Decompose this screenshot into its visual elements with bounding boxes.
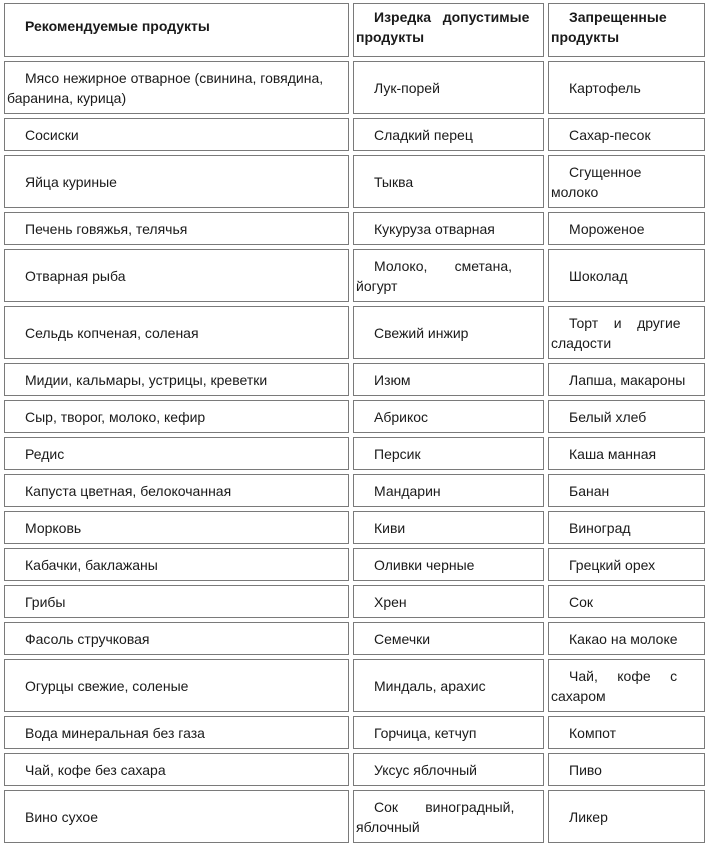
cell-recommended: Отварная рыба: [4, 249, 349, 302]
table-row: [4, 659, 705, 712]
cell-recommended: Капуста цветная, белокочанная: [4, 474, 349, 507]
table-row: [4, 585, 705, 618]
cell-occasional: Оливки черные: [353, 548, 544, 581]
cell-recommended: Фасоль стручковая: [4, 622, 349, 655]
cell-forbidden: Банан: [548, 474, 705, 507]
table-row: [4, 622, 705, 655]
cell-recommended: Грибы: [4, 585, 349, 618]
cell-forbidden: Шоколад: [548, 249, 705, 302]
cell-forbidden: Сахар-песок: [548, 118, 705, 151]
cell-recommended: Сыр, творог, молоко, кефир: [4, 400, 349, 433]
table-row: [4, 306, 705, 359]
cell-forbidden: Виноград: [548, 511, 705, 544]
table-header-row: [4, 3, 705, 57]
cell-forbidden: Чай, кофе с сахаром: [548, 659, 705, 712]
cell-forbidden: Пиво: [548, 753, 705, 786]
cell-recommended: Сельдь копченая, соленая: [4, 306, 349, 359]
cell-recommended: Яйца куриные: [4, 155, 349, 208]
cell-occasional: Мандарин: [353, 474, 544, 507]
cell-occasional: Сладкий перец: [353, 118, 544, 151]
cell-forbidden: Торт и другие сладости: [548, 306, 705, 359]
cell-recommended: Редис: [4, 437, 349, 470]
table-row: [4, 249, 705, 302]
table-row: [4, 212, 705, 245]
cell-occasional: Кукуруза отварная: [353, 212, 544, 245]
cell-recommended: Огурцы свежие, соленые: [4, 659, 349, 712]
table-row: [4, 474, 705, 507]
cell-occasional: Сок виноградный, яблочный: [353, 790, 544, 843]
cell-forbidden: Компот: [548, 716, 705, 749]
cell-recommended: Кабачки, баклажаны: [4, 548, 349, 581]
table-row: [4, 363, 705, 396]
header-occasional: Изредка допустимые продукты: [353, 3, 544, 57]
cell-occasional: Семечки: [353, 622, 544, 655]
cell-recommended: Сосиски: [4, 118, 349, 151]
cell-forbidden: Лапша, макароны: [548, 363, 705, 396]
cell-occasional: Лук-порей: [353, 61, 544, 114]
table-row: [4, 511, 705, 544]
table-row: [4, 716, 705, 749]
cell-occasional: Персик: [353, 437, 544, 470]
cell-occasional: Уксус яблочный: [353, 753, 544, 786]
cell-occasional: Свежий инжир: [353, 306, 544, 359]
cell-recommended: Вода минеральная без газа: [4, 716, 349, 749]
table-row: [4, 61, 705, 114]
table-row: [4, 155, 705, 208]
cell-forbidden: Мороженое: [548, 212, 705, 245]
header-recommended: Рекомендуемые продукты: [4, 3, 349, 57]
table-row: [4, 790, 705, 843]
cell-forbidden: Какао на молоке: [548, 622, 705, 655]
cell-occasional: Молоко, сметана, йогурт: [353, 249, 544, 302]
cell-recommended: Печень говяжья, телячья: [4, 212, 349, 245]
cell-forbidden: Ликер: [548, 790, 705, 843]
cell-occasional: Тыква: [353, 155, 544, 208]
cell-occasional: Горчица, кетчуп: [353, 716, 544, 749]
cell-occasional: Хрен: [353, 585, 544, 618]
table-row: [4, 400, 705, 433]
cell-recommended: Мясо нежирное отварное (свинина, говядина, баранина, курица): [4, 61, 349, 114]
cell-forbidden: Каша манная: [548, 437, 705, 470]
cell-recommended: Мидии, кальмары, устрицы, креветки: [4, 363, 349, 396]
cell-recommended: Вино сухое: [4, 790, 349, 843]
cell-occasional: Киви: [353, 511, 544, 544]
cell-recommended: Чай, кофе без сахара: [4, 753, 349, 786]
cell-forbidden: Сок: [548, 585, 705, 618]
cell-occasional: Миндаль, арахис: [353, 659, 544, 712]
cell-recommended: Морковь: [4, 511, 349, 544]
table-row: [4, 118, 705, 151]
cell-occasional: Изюм: [353, 363, 544, 396]
table-row: [4, 437, 705, 470]
header-forbidden: Запрещенные продукты: [548, 3, 705, 57]
cell-forbidden: Сгущенное молоко: [548, 155, 705, 208]
cell-forbidden: Картофель: [548, 61, 705, 114]
cell-occasional: Абрикос: [353, 400, 544, 433]
cell-forbidden: Грецкий орех: [548, 548, 705, 581]
table-row: [4, 548, 705, 581]
cell-forbidden: Белый хлеб: [548, 400, 705, 433]
table-row: [4, 753, 705, 786]
